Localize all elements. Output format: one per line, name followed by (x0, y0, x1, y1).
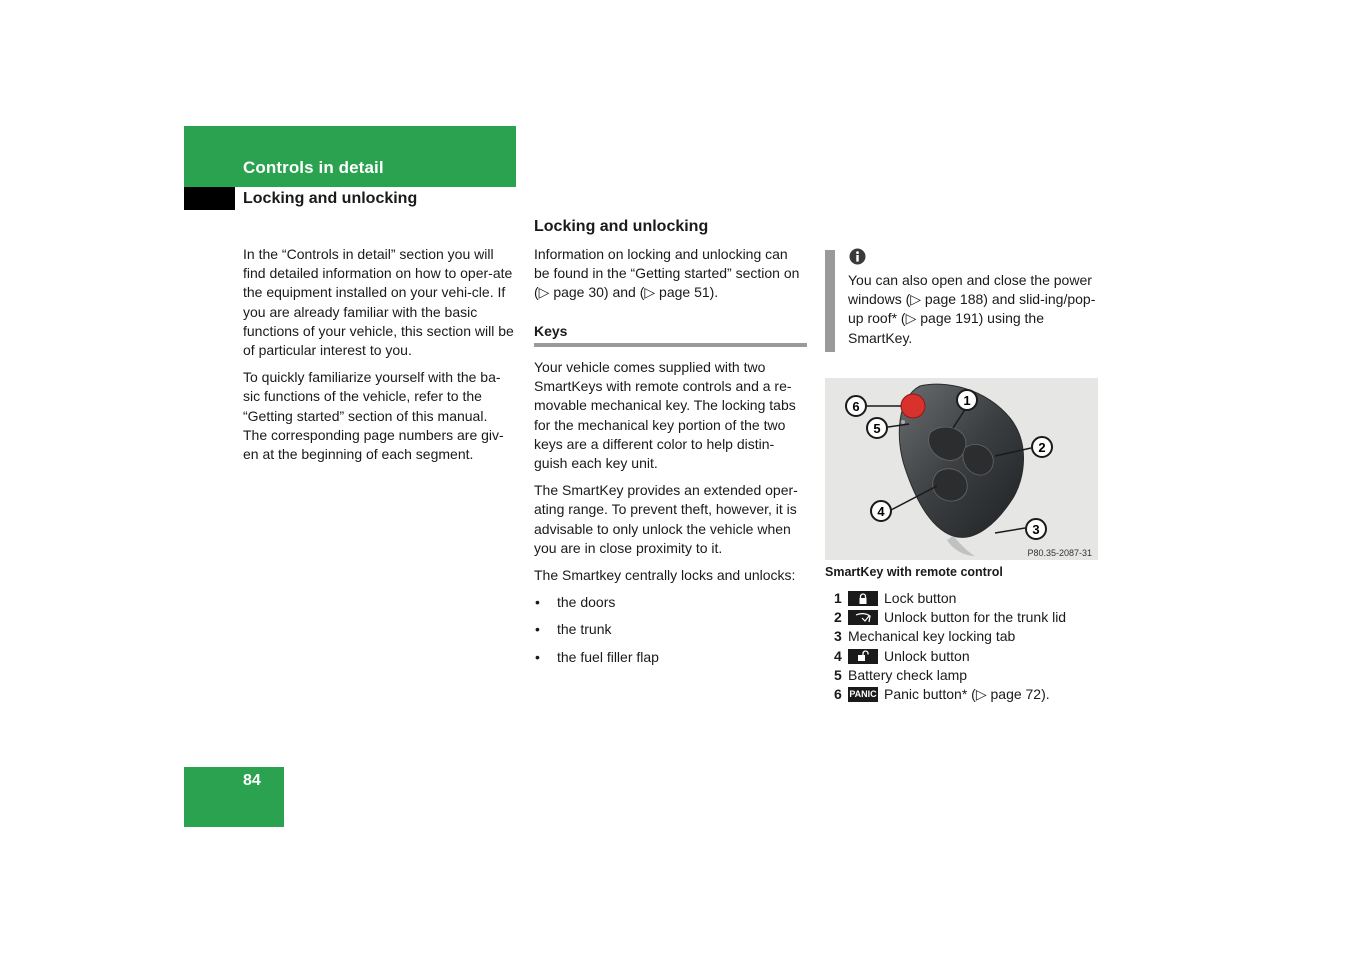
legend-item (834, 589, 1104, 608)
note-text: You can also open and close the power windows (▷ page 188) and slid-ing/pop-up roof* (▷ page 191) using the SmartKey. (848, 272, 1096, 346)
keys-paragraph: The Smartkey centrally locks and unlocks: (534, 567, 796, 584)
note-bar (825, 250, 835, 352)
legend-item (834, 647, 1104, 666)
header-tab-marker (184, 187, 235, 210)
intro-column (243, 245, 515, 472)
legend-number: 6 (834, 685, 842, 702)
callout-3 (1024, 517, 1048, 546)
callout-2 (1030, 435, 1054, 464)
svg-text:4: 4 (877, 504, 885, 519)
legend-text: Unlock button for the trunk lid (884, 609, 1067, 626)
keys-paragraph: The SmartKey provides an extended oper-ating range. To prevent theft, however, it is advisable to only unlock the vehicle when you are in close proximity to it. (534, 482, 798, 556)
figure-code: P80.35-2087-31 (1027, 548, 1092, 558)
svg-text:5: 5 (873, 421, 881, 436)
legend-text: Battery check lamp (848, 666, 968, 683)
figure-caption: SmartKey with remote control (825, 565, 1003, 579)
intro-paragraph: In the “Controls in detail” section you will find detailed information on how to oper-ate the equipment installed on your vehi-cle. If you are already familiar with the basic functions of your vehicle, this section will be of particular interest to you. (243, 246, 514, 359)
info-icon (849, 248, 866, 265)
panic-icon: PANIC (848, 687, 878, 702)
legend-number: 5 (834, 666, 842, 683)
lock-icon (848, 591, 878, 606)
list-item: • the fuel filler flap (534, 648, 807, 667)
keys-heading: Keys (534, 323, 568, 339)
legend-item (834, 685, 1104, 704)
keys-paragraph: Your vehicle comes supplied with two SmartKeys with remote controls and a re-movable mechanical key. The locking tabs for the mechanical key portion of the two keys are a different color to help distin-guish each key unit. (534, 359, 796, 472)
section-subtitle: Locking and unlocking (243, 190, 418, 207)
svg-text:3: 3 (1032, 522, 1040, 537)
chapter-title: Controls in detail (243, 158, 384, 177)
list-item: • the trunk (534, 620, 807, 639)
section-paragraph-block (534, 245, 807, 311)
figure-legend (834, 589, 1104, 704)
callout-1 (955, 388, 979, 417)
legend-item (834, 608, 1104, 627)
legend-text: Lock button (884, 590, 957, 606)
legend-number: 4 (834, 647, 842, 664)
intro-paragraph: To quickly familiarize yourself with the ba-sic functions of the vehicle, refer to the “Getting started” section of this manual. The corresponding page numbers are giv-en at the beginning of each segment. (243, 369, 504, 463)
callout-4 (869, 499, 893, 528)
svg-text:1: 1 (963, 393, 971, 408)
page-number-box (184, 767, 284, 827)
section-paragraph: Information on locking and unlocking can be found in the “Getting started” section on (▷ page 30) and (▷ page 51). (534, 246, 800, 301)
legend-number: 3 (834, 628, 842, 645)
svg-text:6: 6 (852, 399, 860, 414)
unlock-icon (848, 649, 878, 664)
callout-5 (865, 416, 889, 445)
legend-text: Panic button* (▷ page 72). (884, 685, 1050, 702)
bullet-marker: • (535, 648, 540, 665)
callout-6 (844, 394, 868, 423)
keys-rule (534, 343, 807, 347)
legend-item (834, 627, 1104, 646)
section-heading: Locking and unlocking (534, 218, 709, 235)
page-number: 84 (243, 772, 261, 789)
list-item: • the doors (534, 593, 807, 612)
keys-column (534, 358, 807, 675)
trunk-icon (848, 610, 878, 625)
legend-text: Mechanical key locking tab (848, 628, 1016, 645)
legend-number: 2 (834, 609, 842, 626)
svg-text:2: 2 (1038, 440, 1046, 455)
legend-number: 1 (834, 590, 842, 606)
bullet-marker: • (535, 621, 540, 638)
keys-bullet-list (534, 593, 807, 667)
bullet-marker: • (535, 594, 540, 611)
smartkey-figure (825, 378, 1098, 560)
legend-text: Unlock button (884, 647, 970, 664)
legend-item (834, 666, 1104, 685)
